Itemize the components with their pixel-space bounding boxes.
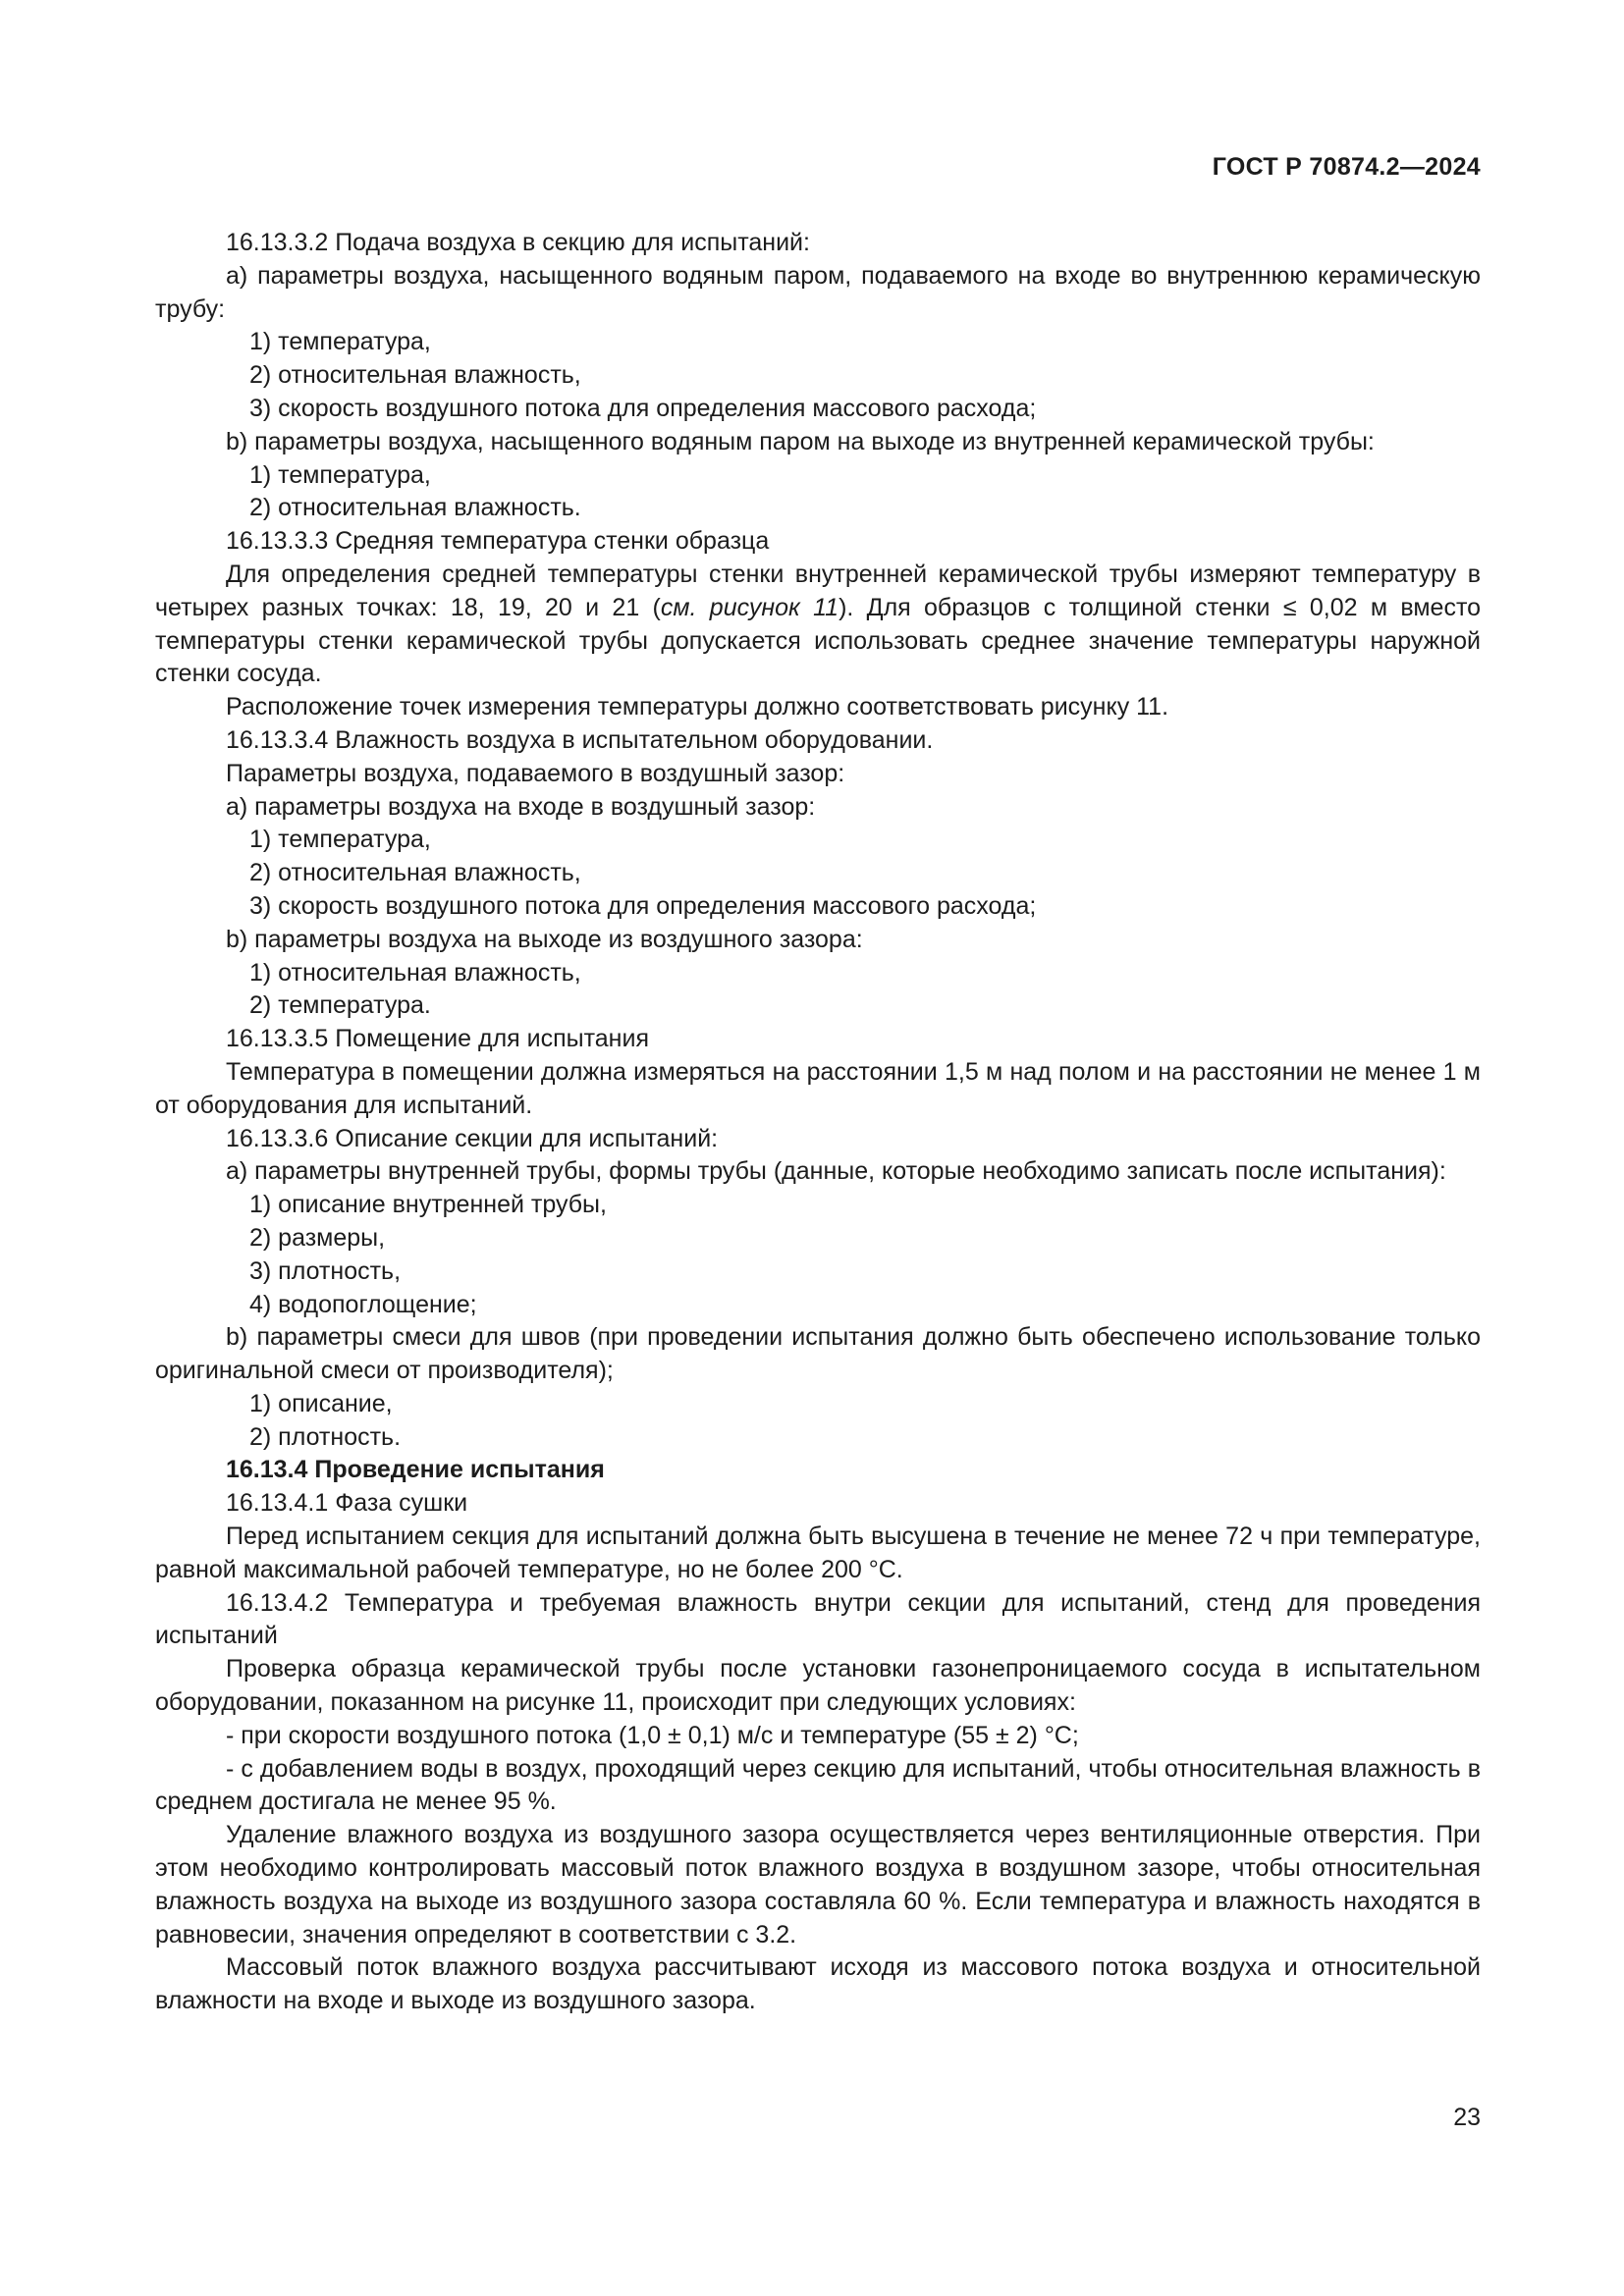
page-number: 23 bbox=[1453, 2104, 1481, 2131]
figure-reference: см. рисунок 11 bbox=[660, 593, 839, 621]
section-16-13-3-4-item-b: b) параметры воздуха на выходе из воздушного зазора: bbox=[226, 925, 863, 953]
section-16-13-3-3-paragraph bbox=[155, 559, 1481, 691]
section-16-13-4-2-paragraph: Проверка образца керамической трубы после установки газонепроницаемого сосуда в испытательном оборудовании, показанном на рисунке 11, происходит при следующих условиях: bbox=[155, 1655, 1481, 1717]
list-item: 1) температура, bbox=[249, 328, 431, 356]
document-code: ГОСТ Р 70874.2—2024 bbox=[1212, 153, 1481, 181]
list-item: 3) плотность, bbox=[249, 1256, 402, 1285]
list-item: 2) плотность. bbox=[249, 1422, 402, 1451]
section-16-13-3-5-paragraph: Температура в помещении должна измеряться на расстоянии 1,5 м над полом и на расстоянии не менее 1 м от оборудования для испытаний. bbox=[155, 1057, 1481, 1119]
list-item: 1) описание, bbox=[249, 1389, 393, 1417]
condition-item: - при скорости воздушного потока (1,0 ± 0,1) м/с и температуре (55 ± 2) °С; bbox=[226, 1721, 1079, 1749]
section-16-13-3-2-title: 16.13.3.2 Подача воздуха в секцию для испытаний: bbox=[226, 229, 810, 256]
section-16-13-3-6-item-b: b) параметры смеси для швов (при проведении испытания должно быть обеспечено использование только оригинальной смеси от производителя); bbox=[155, 1323, 1481, 1385]
paragraph-text: Для определения средней температуры стенки внутренней керамической трубы измеряют температуру в четырех разных точках: 18, 19, 20 и 21 ( bbox=[155, 560, 1481, 621]
list-item: 3) скорость воздушного потока для определения массового расхода; bbox=[249, 891, 1037, 920]
section-16-13-3-4-title: 16.13.3.4 Влажность воздуха в испытательном оборудовании. bbox=[226, 725, 934, 754]
section-16-13-3-6-item-a: а) параметры внутренней трубы, формы трубы (данные, которые необходимо записать после испытания): bbox=[226, 1157, 1446, 1186]
section-16-13-3-3-title: 16.13.3.3 Средняя температура стенки образца bbox=[226, 527, 770, 556]
list-item: 2) относительная влажность, bbox=[249, 859, 581, 887]
page-body bbox=[155, 227, 1481, 2018]
list-item: 4) водопоглощение; bbox=[249, 1290, 477, 1318]
list-item: 2) температура. bbox=[249, 991, 431, 1020]
list-item: 2) относительная влажность. bbox=[249, 494, 581, 522]
list-item: 1) описание внутренней трубы, bbox=[249, 1191, 607, 1219]
list-item: 2) размеры, bbox=[249, 1223, 386, 1252]
section-16-13-4-1-title: 16.13.4.1 Фаза сушки bbox=[226, 1489, 468, 1518]
section-16-13-3-2-item-a: а) параметры воздуха, насыщенного водяным паром, подаваемого на входе во внутреннюю керамическую трубу: bbox=[155, 261, 1481, 323]
section-16-13-4-2-title: 16.13.4.2 Температура и требуемая влажность внутри секции для испытаний, стенд для проведения испытаний bbox=[155, 1588, 1481, 1650]
list-item: 1) относительная влажность, bbox=[249, 958, 581, 987]
section-16-13-3-4-paragraph: Параметры воздуха, подаваемого в воздушный зазор: bbox=[226, 759, 845, 787]
list-item: 1) температура, bbox=[249, 826, 431, 854]
section-16-13-4-2-paragraph-2: Удаление влажного воздуха из воздушного зазора осуществляется через вентиляционные отверстия. При этом необходимо контролировать массовый поток влажного воздуха в воздушном зазоре, чтобы относительная влажность воздуха на выходе из воздушного зазора составляла 60 %. Если температура и влажность находятся в равновесии, значения определяют в соответствии с 3.2. bbox=[155, 1821, 1481, 1949]
section-16-13-3-6-title: 16.13.3.6 Описание секции для испытаний: bbox=[226, 1124, 719, 1152]
list-item: 3) скорость воздушного потока для определения массового расхода; bbox=[249, 394, 1037, 422]
list-item: 1) температура, bbox=[249, 460, 431, 489]
section-16-13-3-4-item-a: а) параметры воздуха на входе в воздушный зазор: bbox=[226, 792, 816, 821]
paragraph-text: ). Для образцов с толщиной стенки ≤ 0,02 м вместо температуры стенки керамической трубы допускается использовать среднее значение температуры наружной стенки сосуда. bbox=[155, 593, 1482, 688]
section-16-13-3-5-title: 16.13.3.5 Помещение для испытания bbox=[226, 1025, 649, 1053]
condition-item: - с добавлением воды в воздух, проходящий через секцию для испытаний, чтобы относительная влажность в среднем достигала не менее 95 %. bbox=[155, 1754, 1481, 1816]
section-16-13-3-2-item-b: b) параметры воздуха, насыщенного водяным паром на выходе из внутренней керамической трубы: bbox=[226, 427, 1375, 455]
section-16-13-4-1-paragraph: Перед испытанием секция для испытаний должна быть высушена в течение не менее 72 ч при температуре, равной максимальной рабочей температуре, но не более 200 °С. bbox=[155, 1522, 1481, 1583]
section-16-13-4-2-paragraph-3: Массовый поток влажного воздуха рассчитывают исходя из массового потока воздуха и относительной влажности на входе и выходе из воздушного зазора. bbox=[155, 1953, 1481, 2015]
section-16-13-4-heading: 16.13.4 Проведение испытания bbox=[226, 1456, 605, 1484]
list-item: 2) относительная влажность, bbox=[249, 361, 581, 390]
section-16-13-3-3-paragraph-2: Расположение точек измерения температуры должно соответствовать рисунку 11. bbox=[226, 693, 1169, 721]
